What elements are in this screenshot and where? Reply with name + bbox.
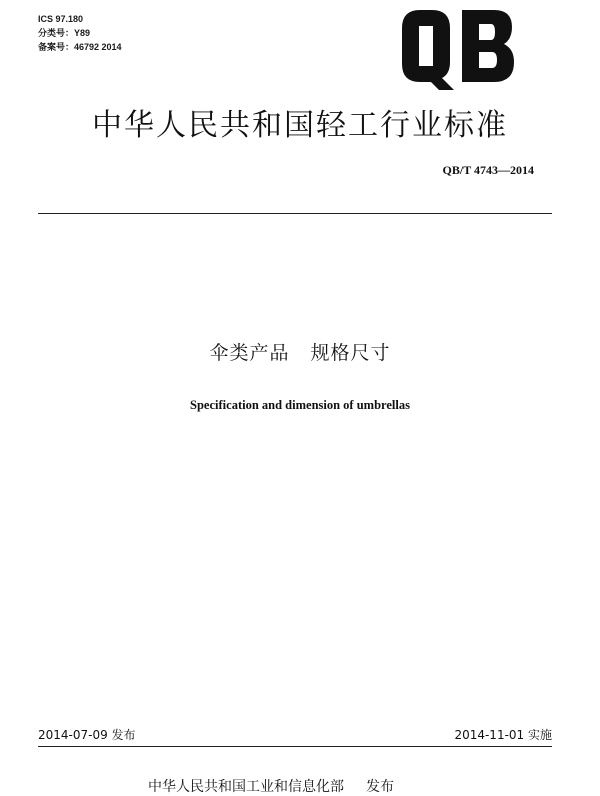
- document-title-chinese: 伞类产品 规格尺寸: [209, 342, 391, 364]
- top-divider: [38, 213, 552, 214]
- standard-category-title: 中华人民共和国轻工行业标准: [92, 108, 508, 143]
- publisher-name: 中华人民共和国工业和信息化部: [148, 779, 344, 795]
- publisher-line: [148, 776, 394, 796]
- implementation-date: 2014-11-01 实施: [454, 728, 552, 742]
- standard-code: QB/T 4743—2014: [442, 163, 534, 177]
- publish-label: 发布: [366, 779, 394, 795]
- issue-date: 2014-07-09 发布: [38, 728, 136, 742]
- qb-logo: [398, 2, 516, 92]
- bottom-divider: [38, 746, 552, 747]
- classification-number: 分类号：Y89: [38, 28, 91, 38]
- logo-q-letter: [402, 10, 454, 90]
- filing-number: 备案号：46792 2014: [38, 42, 122, 52]
- ics-code: ICS 97.180: [38, 14, 84, 24]
- document-metadata: [38, 12, 122, 54]
- logo-b-letter: [462, 10, 514, 82]
- document-title-english: Specification and dimension of umbrellas: [190, 398, 410, 412]
